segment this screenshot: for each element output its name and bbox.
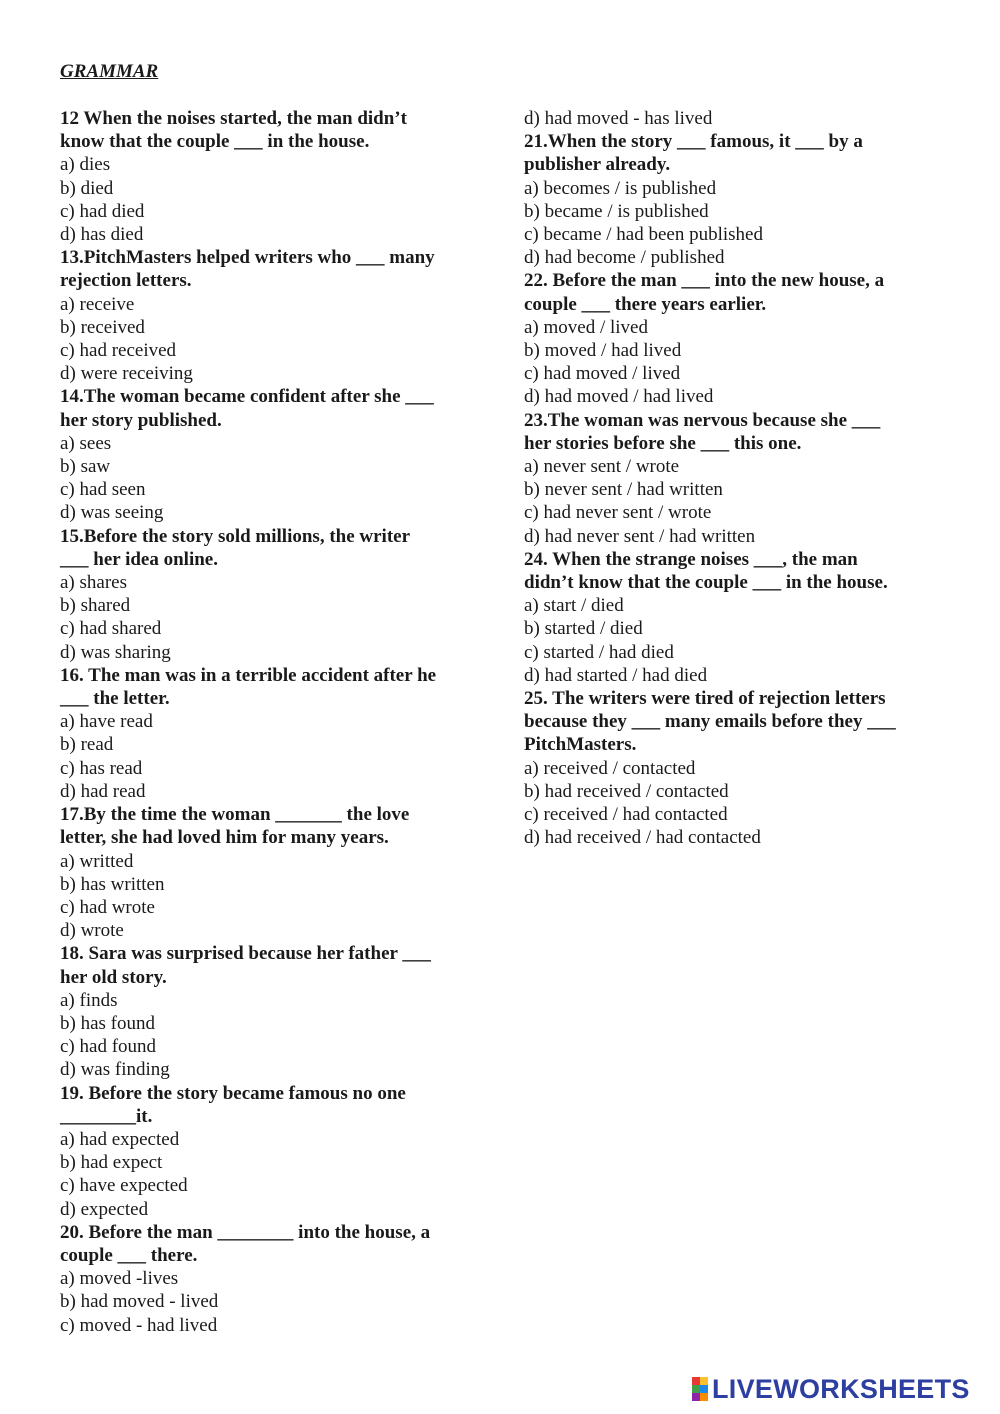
answer-option: b) received	[60, 316, 145, 338]
question-text-line: 20. Before the man ________ into the house, a	[60, 1221, 431, 1243]
logo-text: LIVEWORKSHEETS	[712, 1373, 970, 1404]
answer-option: b) started / died	[524, 618, 643, 640]
question-text-line: 18. Sara was surprised because her father ___	[60, 943, 431, 965]
answer-option: a) start / died	[524, 595, 624, 617]
answer-option: a) have read	[60, 711, 153, 733]
answer-option: c) moved - had lived	[60, 1314, 218, 1336]
question-text-line: rejection letters.	[60, 270, 192, 292]
answer-option: d) had become / published	[524, 247, 725, 269]
liveworksheets-logo	[692, 1372, 970, 1406]
answer-option: d) had started / had died	[524, 664, 708, 686]
answer-option: d) wrote	[60, 920, 124, 942]
answer-option: c) had died	[60, 200, 145, 222]
logo-square	[692, 1385, 700, 1393]
answer-option: c) had found	[60, 1036, 157, 1058]
logo-square	[692, 1377, 700, 1385]
question-text-line: 24. When the strange noises ___, the man	[524, 548, 858, 570]
answer-option: a) moved -lives	[60, 1268, 179, 1290]
answer-option: b) shared	[60, 595, 131, 617]
answer-option: d) had read	[60, 780, 146, 802]
answer-option: b) read	[60, 734, 114, 756]
question-text-line: 16. The man was in a terrible accident after he	[60, 664, 437, 686]
question-text-line: 14.The woman became confident after she ___	[60, 386, 434, 408]
answer-option: b) died	[60, 177, 114, 199]
question-text-line: publisher already.	[524, 154, 671, 176]
question-text-line: her stories before she ___ this one.	[524, 432, 802, 454]
logo-square	[700, 1377, 708, 1385]
question-text-line: 21.When the story ___ famous, it ___ by a	[524, 131, 863, 153]
answer-option: c) had received	[60, 340, 177, 362]
answer-option: d) had moved - has lived	[524, 108, 713, 129]
answer-option: a) sees	[60, 432, 112, 454]
answer-option: b) never sent / had written	[524, 479, 723, 501]
answer-option: c) started / had died	[524, 641, 674, 663]
answer-option: d) expected	[60, 1198, 149, 1220]
answer-option: a) moved / lived	[524, 316, 648, 338]
answer-option: a) becomes / is published	[524, 177, 717, 199]
answer-option: a) finds	[60, 989, 118, 1011]
answer-option: a) shares	[60, 572, 127, 594]
answer-option: d) had received / had contacted	[524, 827, 761, 849]
question-text-line: couple ___ there years earlier.	[524, 293, 767, 315]
question-text-line: 22. Before the man ___ into the new house, a	[524, 270, 885, 292]
answer-option: d) were receiving	[60, 363, 193, 385]
question-text-line: 13.PitchMasters helped writers who ___ many	[60, 247, 435, 269]
answer-option: c) had moved / lived	[524, 363, 681, 385]
answer-option: b) has written	[60, 873, 165, 895]
logo-square	[700, 1385, 708, 1393]
answer-option: d) had moved / had lived	[524, 386, 714, 408]
answer-option: a) receive	[60, 293, 135, 315]
question-text-line: couple ___ there.	[60, 1244, 198, 1266]
question-text-line: letter, she had loved him for many years.	[60, 827, 389, 849]
answer-option: b) had moved - lived	[60, 1291, 219, 1313]
answer-option: b) saw	[60, 456, 111, 478]
answer-option: c) had wrote	[60, 896, 155, 918]
question-text-line: 19. Before the story became famous no one	[60, 1082, 406, 1104]
answer-option: b) moved / had lived	[524, 340, 682, 362]
answer-option: d) has died	[60, 224, 144, 246]
question-text-line: 23.The woman was nervous because she ___	[524, 409, 881, 431]
answer-option: c) have expected	[60, 1175, 188, 1197]
answer-option: d) had never sent / had written	[524, 525, 756, 547]
logo-square	[700, 1393, 708, 1401]
answer-option: a) had expected	[60, 1128, 180, 1150]
question-text-line: 12 When the noises started, the man didn’t	[60, 108, 407, 129]
question-text-line: know that the couple ___ in the house.	[60, 131, 370, 153]
right-column	[524, 107, 934, 850]
answer-option: b) became / is published	[524, 200, 709, 222]
question-text-line: 15.Before the story sold millions, the writer	[60, 525, 411, 547]
question-text-line: ___ her idea online.	[60, 548, 218, 570]
answer-option: c) had seen	[60, 479, 146, 501]
answer-option: a) never sent / wrote	[524, 456, 680, 478]
answer-option: c) has read	[60, 757, 143, 779]
answer-option: c) had never sent / wrote	[524, 502, 712, 524]
question-text-line: 17.By the time the woman _______ the love	[60, 804, 410, 826]
left-column	[60, 107, 470, 1337]
question-text-line: ________it.	[60, 1105, 153, 1127]
question-text-line: her old story.	[60, 966, 167, 988]
answer-option: d) was finding	[60, 1059, 170, 1081]
answer-option: c) received / had contacted	[524, 804, 728, 826]
answer-option: c) became / had been published	[524, 224, 763, 246]
question-text-line: didn’t know that the couple ___ in the house.	[524, 572, 888, 594]
question-text-line: 25. The writers were tired of rejection letters	[524, 688, 886, 710]
answer-option: d) was seeing	[60, 502, 164, 524]
question-text-line: because they ___ many emails before they ___	[524, 711, 896, 733]
question-text-line: PitchMasters.	[524, 734, 637, 756]
answer-option: b) had expect	[60, 1152, 163, 1174]
liveworksheets-logo-icon	[692, 1377, 708, 1401]
question-text-line: ___ the letter.	[60, 688, 170, 710]
answer-option: a) received / contacted	[524, 757, 696, 779]
answer-option: b) had received / contacted	[524, 780, 729, 802]
answer-option: c) had shared	[60, 618, 162, 640]
logo-square	[692, 1393, 700, 1401]
page-heading: GRAMMAR	[60, 61, 159, 82]
answer-option: d) was sharing	[60, 641, 171, 663]
answer-option: a) dies	[60, 154, 111, 176]
question-text-line: her story published.	[60, 409, 222, 431]
answer-option: a) writted	[60, 850, 134, 872]
answer-option: b) has found	[60, 1012, 155, 1034]
